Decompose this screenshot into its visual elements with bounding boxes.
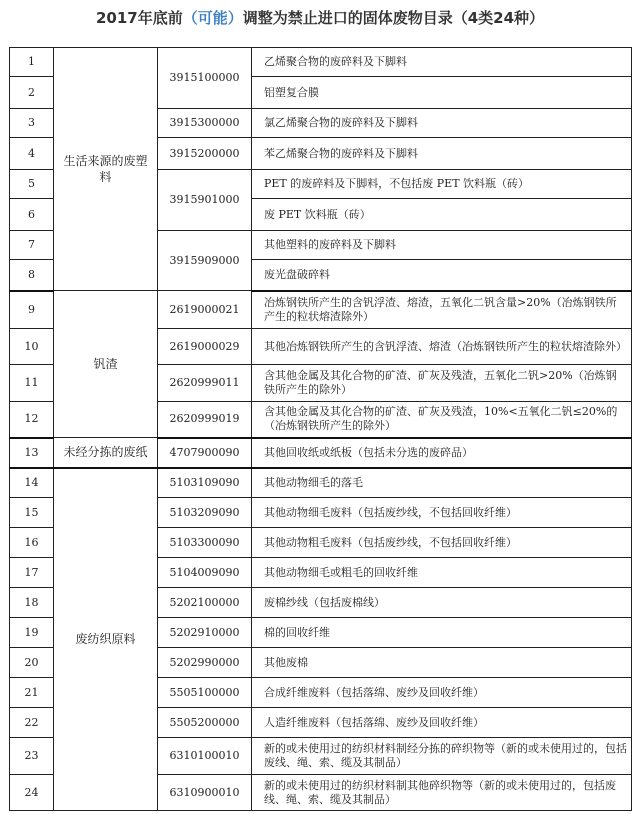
- title-suffix: 调整为禁止进口的固体废物目录（4类24种）: [242, 9, 545, 27]
- description-cell: 其他回收纸或纸板（包括未分选的废碎品）: [252, 438, 632, 468]
- hs-code-cell: 4707900090: [158, 438, 252, 468]
- description-cell: 其他动物细毛的落毛: [252, 468, 632, 498]
- description-cell: 含其他金属及其化合物的矿渣、矿灰及残渣，10%<五氧化二钒≤20%的（冶炼钢铁所产生的除外）: [252, 402, 632, 438]
- description-cell: 其他动物粗毛废料（包括废纱线，不包括回收纤维）: [252, 528, 632, 558]
- row-number: 22: [10, 708, 54, 738]
- table-row: [10, 291, 632, 329]
- row-number: 6: [10, 199, 54, 231]
- description-cell: 废 PET 饮料瓶（砖）: [252, 199, 632, 231]
- table-row: [10, 468, 632, 498]
- hs-code-cell: 5104009090: [158, 558, 252, 588]
- hs-code-cell: 3915300000: [158, 109, 252, 138]
- hs-code-cell: 5202990000: [158, 648, 252, 678]
- category-cell: 废纺织原料: [54, 468, 158, 811]
- description-cell: 棉的回收纤维: [252, 618, 632, 648]
- row-number: 15: [10, 498, 54, 528]
- hs-code-cell: 3915909000: [158, 231, 252, 291]
- hs-code-cell: 5202100000: [158, 588, 252, 618]
- hs-code-cell: 3915901000: [158, 170, 252, 231]
- hs-code-cell: 2620999011: [158, 365, 252, 402]
- category-cell: 生活来源的废塑料: [54, 48, 158, 291]
- row-number: 7: [10, 231, 54, 260]
- hs-code-cell: 6310100010: [158, 738, 252, 775]
- description-cell: 苯乙烯聚合物的废碎料及下脚料: [252, 138, 632, 170]
- row-number: 10: [10, 329, 54, 365]
- category-cell: 钒渣: [54, 291, 158, 438]
- row-number: 16: [10, 528, 54, 558]
- hs-code-cell: 5505100000: [158, 678, 252, 708]
- description-cell: 新的或未使用过的纺织材料制其他碎织物等（新的或未使用过的，包括废线、绳、索、缆及其制品）: [252, 775, 632, 811]
- description-cell: 铝塑复合膜: [252, 77, 632, 109]
- description-cell: 含其他金属及其化合物的矿渣、矿灰及残渣，五氧化二钒>20%（冶炼钢铁所产生的除外）: [252, 365, 632, 402]
- row-number: 2: [10, 77, 54, 109]
- row-number: 24: [10, 775, 54, 811]
- description-cell: PET 的废碎料及下脚料，不包括废 PET 饮料瓶（砖）: [252, 170, 632, 199]
- hs-code-cell: 5505200000: [158, 708, 252, 738]
- title-prefix: 2017年底前: [95, 9, 183, 27]
- description-cell: 新的或未使用过的纺织材料制经分拣的碎织物等（新的或未使用过的，包括废线、绳、索、缆及其制品）: [252, 738, 632, 775]
- hs-code-cell: 5103109090: [158, 468, 252, 498]
- hs-code-cell: 5103209090: [158, 498, 252, 528]
- row-number: 11: [10, 365, 54, 402]
- row-number: 23: [10, 738, 54, 775]
- row-number: 4: [10, 138, 54, 170]
- description-cell: 其他动物细毛废料（包括废纱线，不包括回收纤维）: [252, 498, 632, 528]
- description-cell: 人造纤维废料（包括落绵、废纱及回收纤维）: [252, 708, 632, 738]
- description-cell: 冶炼钢铁所产生的含钒浮渣、熔渣，五氧化二钒含量>20%（冶炼钢铁所产生的粒状熔渣除外）: [252, 291, 632, 329]
- row-number: 19: [10, 618, 54, 648]
- title-highlight: （可能）: [182, 9, 243, 27]
- description-cell: 其他动物细毛或粗毛的回收纤维: [252, 558, 632, 588]
- hs-code-cell: 2620999019: [158, 402, 252, 438]
- row-number: 21: [10, 678, 54, 708]
- row-number: 18: [10, 588, 54, 618]
- description-cell: 其他塑料的废碎料及下脚料: [252, 231, 632, 260]
- hs-code-cell: 5202910000: [158, 618, 252, 648]
- category-cell: 未经分拣的废纸: [54, 438, 158, 468]
- hs-code-cell: 3915100000: [158, 48, 252, 109]
- description-cell: 合成纤维废料（包括落绵、废纱及回收纤维）: [252, 678, 632, 708]
- description-cell: 其他废棉: [252, 648, 632, 678]
- hs-code-cell: 5103300090: [158, 528, 252, 558]
- row-number: 1: [10, 48, 54, 77]
- row-number: 9: [10, 291, 54, 329]
- description-cell: 氯乙烯聚合物的废碎料及下脚料: [252, 109, 632, 138]
- row-number: 8: [10, 260, 54, 291]
- description-cell: 废棉纱线（包括废棉线）: [252, 588, 632, 618]
- table-row: [10, 438, 632, 468]
- row-number: 12: [10, 402, 54, 438]
- description-cell: 其他冶炼钢铁所产生的含钒浮渣、熔渣（冶炼钢铁所产生的粒状熔渣除外）: [252, 329, 632, 365]
- row-number: 17: [10, 558, 54, 588]
- description-cell: 乙烯聚合物的废碎料及下脚料: [252, 48, 632, 77]
- row-number: 20: [10, 648, 54, 678]
- table-row: [10, 48, 632, 77]
- row-number: 5: [10, 170, 54, 199]
- hs-code-cell: 6310900010: [158, 775, 252, 811]
- waste-catalog-table: [9, 47, 632, 811]
- description-cell: 废光盘破碎料: [252, 260, 632, 291]
- row-number: 3: [10, 109, 54, 138]
- hs-code-cell: 2619000029: [158, 329, 252, 365]
- hs-code-cell: 2619000021: [158, 291, 252, 329]
- row-number: 14: [10, 468, 54, 498]
- row-number: 13: [10, 438, 54, 468]
- page-title: [0, 0, 640, 40]
- hs-code-cell: 3915200000: [158, 138, 252, 170]
